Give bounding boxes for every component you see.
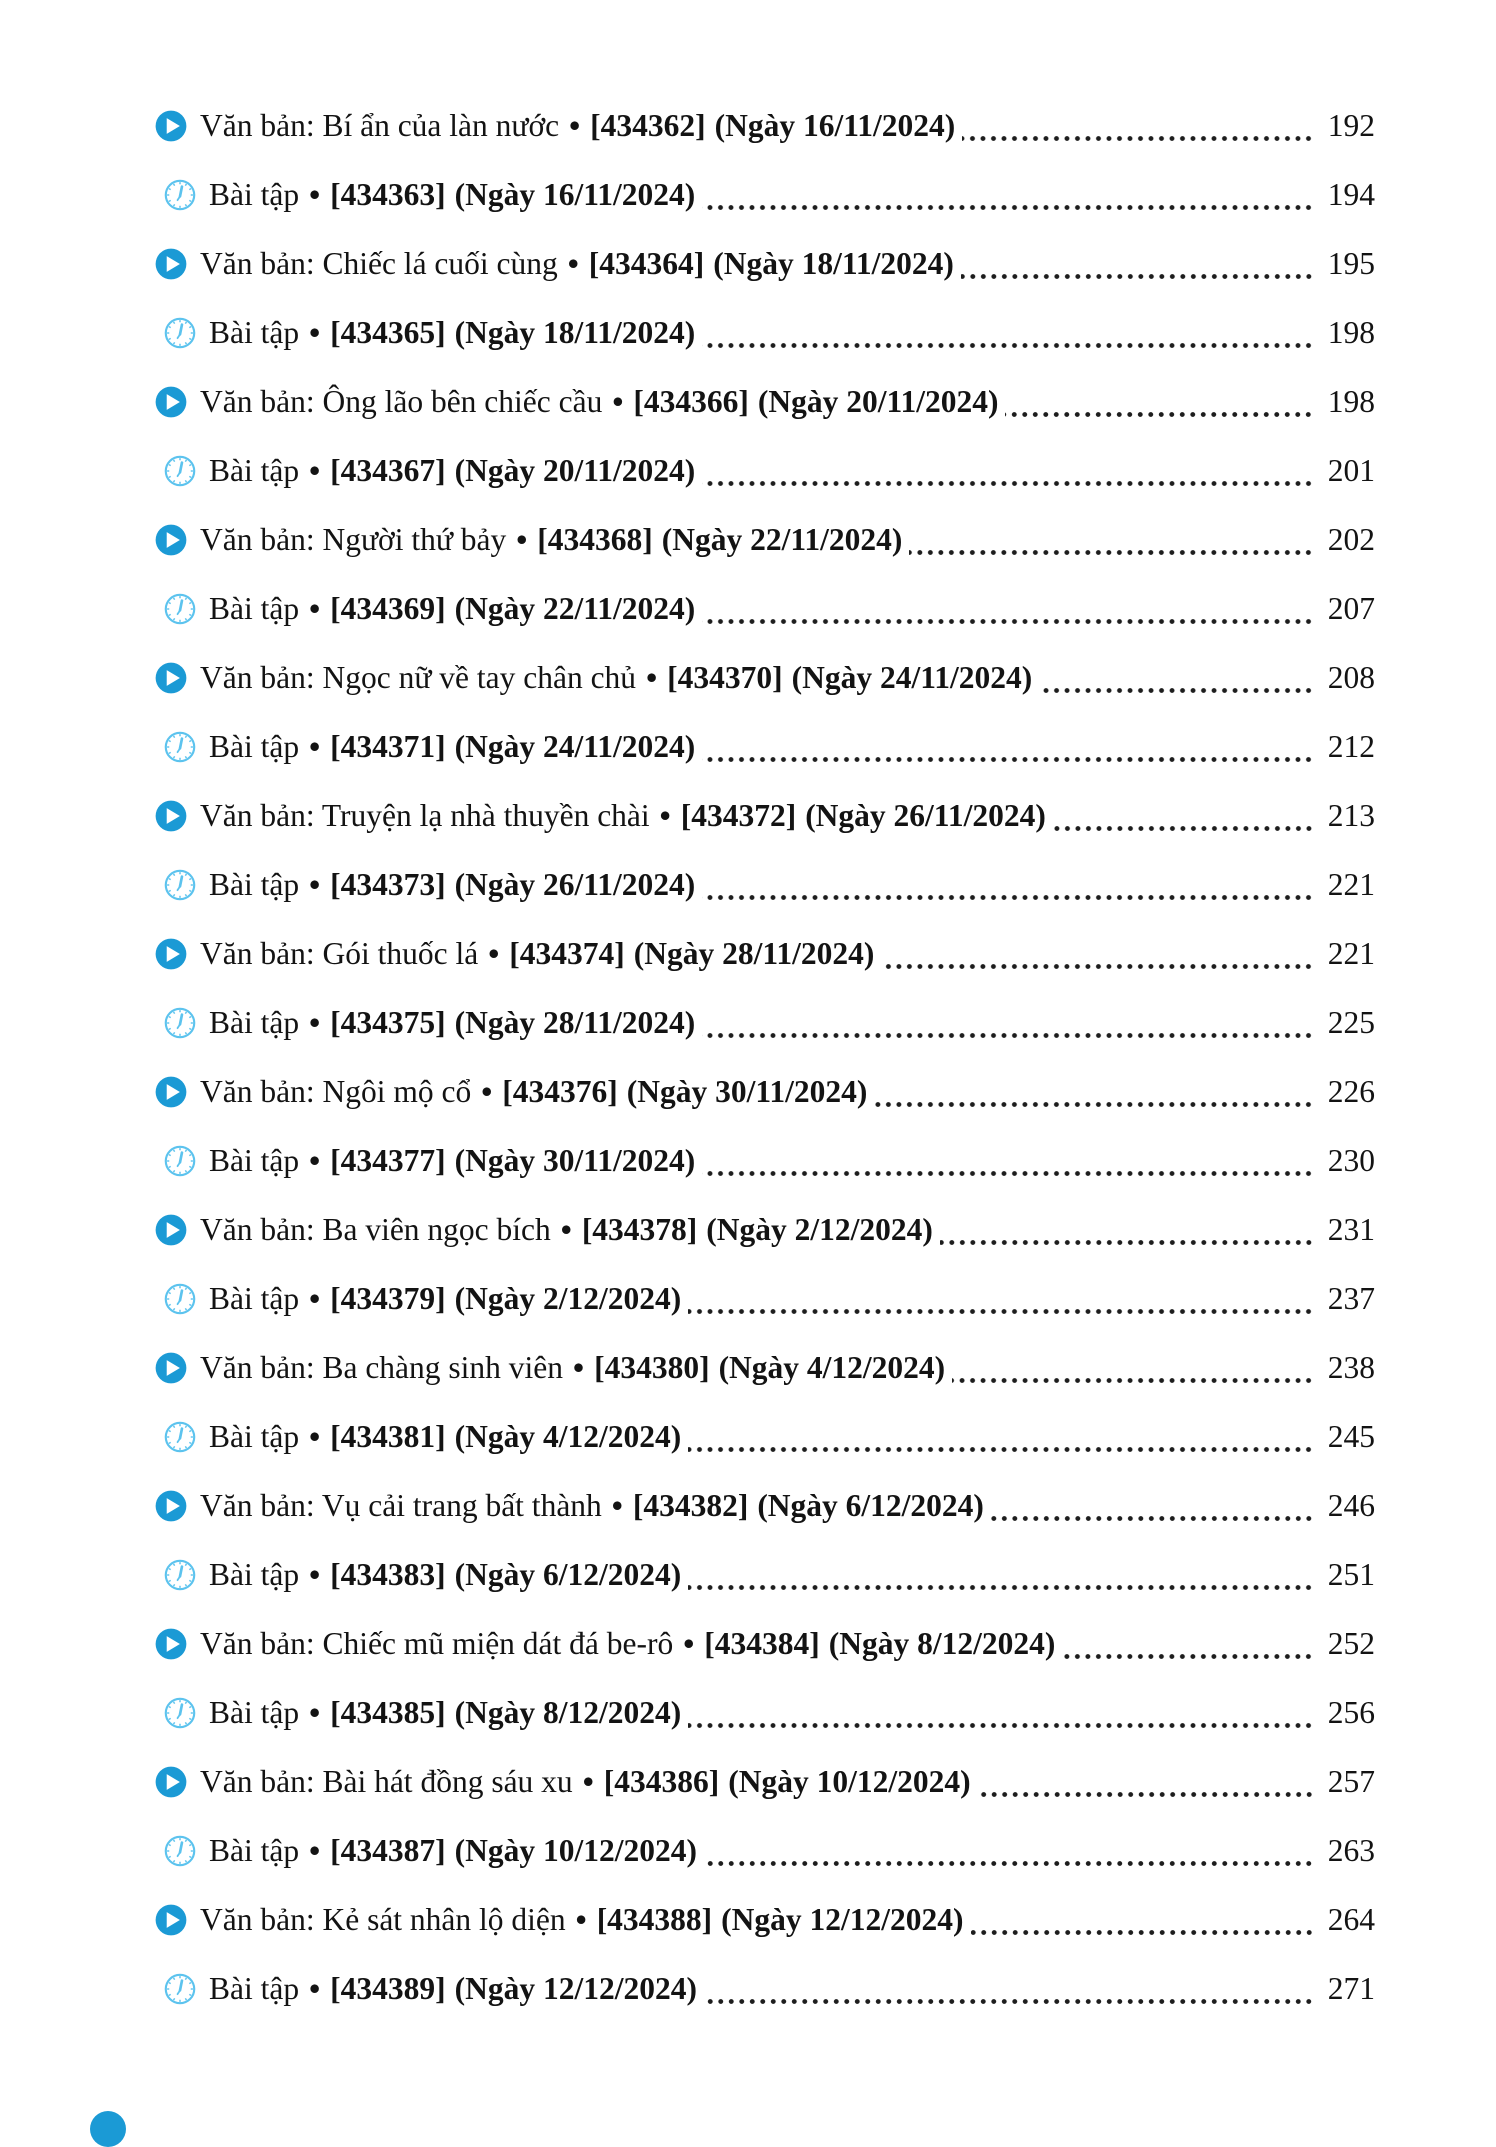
clipped-next-entry-icon [90, 2111, 126, 2147]
dot-leader [952, 1376, 1314, 1385]
entry-date: (Ngày 28/11/2024) [633, 935, 875, 971]
entry-id: [434379] [330, 1280, 446, 1316]
entry-title: Văn bản: Bài hát đồng sáu xu [200, 1763, 573, 1799]
entry-title: Bài tập [209, 314, 300, 350]
entry-id: [434376] [502, 1073, 618, 1109]
entry-title: Văn bản: Ngọc nữ về tay chân chủ [200, 659, 637, 695]
page-number: 237 [1327, 1280, 1375, 1316]
entry-id: [434382] [632, 1487, 749, 1523]
toc-entry[interactable] [155, 643, 1375, 712]
play-icon [155, 386, 187, 418]
bullet-separator: • [309, 866, 321, 902]
toc-entry[interactable] [155, 1471, 1375, 1540]
page-number: 263 [1327, 1832, 1375, 1868]
entry-id: [434378] [581, 1211, 698, 1247]
entry-date: (Ngày 30/11/2024) [454, 1142, 696, 1178]
bullet-separator: • [309, 1970, 321, 2006]
entry-date: (Ngày 6/12/2024) [757, 1487, 984, 1523]
page-number: 221 [1327, 866, 1375, 902]
dot-leader [702, 203, 1314, 212]
entry-id: [434366] [633, 383, 749, 419]
play-icon [155, 1076, 187, 1108]
bullet-separator: • [309, 1556, 321, 1592]
entry-title: Văn bản: Ba chàng sinh viên [200, 1349, 564, 1385]
clock-icon [164, 731, 196, 763]
dot-leader [702, 1169, 1314, 1178]
page-number: 230 [1327, 1142, 1375, 1178]
dot-leader [961, 272, 1314, 281]
clock-icon [164, 1973, 196, 2005]
entry-date: (Ngày 12/12/2024) [721, 1901, 964, 1937]
page-number: 202 [1327, 521, 1375, 557]
clock-icon [164, 1835, 196, 1867]
entry-title: Bài tập [209, 452, 300, 488]
entry-title: Bài tập [209, 176, 300, 212]
entry-date: (Ngày 22/11/2024) [661, 521, 903, 557]
bullet-separator: • [683, 1625, 695, 1661]
entry-date: (Ngày 24/11/2024) [791, 659, 1033, 695]
bullet-separator: • [612, 383, 624, 419]
play-icon [155, 524, 187, 556]
entry-title: Văn bản: Vụ cải trang bất thành [200, 1487, 602, 1523]
clock-icon [164, 179, 196, 211]
page-number: 194 [1327, 176, 1375, 212]
play-icon [155, 800, 187, 832]
toc-entry[interactable] [155, 712, 1375, 781]
entry-id: [434364] [588, 245, 705, 281]
toc-entry[interactable] [155, 436, 1375, 505]
dot-leader [688, 1583, 1314, 1592]
bullet-separator: • [659, 797, 671, 833]
dot-leader [702, 755, 1314, 764]
toc-entry[interactable] [155, 367, 1375, 436]
play-icon [155, 1352, 187, 1384]
entry-title: Bài tập [209, 1280, 300, 1316]
entry-id: [434385] [330, 1694, 446, 1730]
page-number: 246 [1327, 1487, 1375, 1523]
entry-id: [434371] [330, 728, 446, 764]
dot-leader [1039, 686, 1314, 695]
entry-date: (Ngày 30/11/2024) [626, 1073, 868, 1109]
bullet-separator: • [516, 521, 528, 557]
clock-icon [164, 1421, 196, 1453]
page-number: 226 [1327, 1073, 1375, 1109]
page-number: 207 [1327, 590, 1375, 626]
bullet-separator: • [309, 1418, 321, 1454]
page-number: 221 [1327, 935, 1375, 971]
entry-date: (Ngày 26/11/2024) [454, 866, 696, 902]
entry-date: (Ngày 16/11/2024) [454, 176, 696, 212]
dot-leader [909, 548, 1314, 557]
dot-leader [702, 479, 1314, 488]
page-number: 195 [1327, 245, 1375, 281]
entry-date: (Ngày 12/12/2024) [454, 1970, 697, 2006]
clock-icon [164, 1559, 196, 1591]
entry-date: (Ngày 26/11/2024) [805, 797, 1046, 833]
entry-title: Văn bản: Kẻ sát nhân lộ diện [200, 1901, 566, 1937]
page-number: 198 [1327, 383, 1375, 419]
entry-id: [434386] [603, 1763, 720, 1799]
dot-leader [702, 617, 1314, 626]
page-number: 256 [1327, 1694, 1375, 1730]
entry-date: (Ngày 22/11/2024) [454, 590, 696, 626]
entry-title: Văn bản: Chiếc mũ miện dát đá be-rô [200, 1625, 674, 1661]
entry-title: Văn bản: Ba viên ngọc bích [200, 1211, 551, 1247]
bullet-separator: • [309, 1694, 321, 1730]
bullet-separator: • [488, 935, 500, 971]
entry-date: (Ngày 24/11/2024) [454, 728, 696, 764]
entry-date: (Ngày 2/12/2024) [454, 1280, 682, 1316]
entry-title: Bài tập [209, 1970, 300, 2006]
page-number: 225 [1327, 1004, 1375, 1040]
entry-id: [434369] [330, 590, 446, 626]
clock-icon [164, 869, 196, 901]
page-number: 192 [1327, 107, 1375, 143]
page-number: 245 [1327, 1418, 1375, 1454]
clock-icon [164, 317, 196, 349]
bullet-separator: • [309, 452, 321, 488]
bullet-separator: • [309, 314, 321, 350]
bullet-separator: • [309, 176, 321, 212]
toc-entry[interactable] [155, 1678, 1375, 1747]
toc-entry[interactable] [155, 919, 1375, 988]
entry-date: (Ngày 10/12/2024) [454, 1832, 697, 1868]
entry-date: (Ngày 20/11/2024) [454, 452, 696, 488]
entry-id: [434381] [330, 1418, 446, 1454]
toc-entry[interactable] [155, 1402, 1375, 1471]
dot-leader [881, 962, 1314, 971]
bullet-separator: • [573, 1349, 585, 1385]
entry-title: Văn bản: Ông lão bên chiếc cầu [200, 383, 603, 419]
page-number: 251 [1327, 1556, 1375, 1592]
play-icon [155, 110, 187, 142]
dot-leader [702, 341, 1314, 350]
entry-title: Bài tập [209, 1556, 300, 1592]
bullet-separator: • [569, 107, 581, 143]
toc-entry[interactable] [155, 850, 1375, 919]
dot-leader [1053, 824, 1314, 833]
entry-date: (Ngày 4/12/2024) [454, 1418, 682, 1454]
bullet-separator: • [560, 1211, 572, 1247]
toc-entry[interactable] [155, 781, 1375, 850]
entry-date: (Ngày 16/11/2024) [714, 107, 956, 143]
clock-icon [164, 1697, 196, 1729]
toc-entry[interactable] [155, 298, 1375, 367]
toc-entry[interactable] [155, 1609, 1375, 1678]
toc-entry[interactable] [155, 1126, 1375, 1195]
toc-entry[interactable] [155, 160, 1375, 229]
page-number: 208 [1327, 659, 1375, 695]
play-icon [155, 1490, 187, 1522]
entry-title: Văn bản: Gói thuốc lá [200, 935, 479, 971]
page-number: 201 [1327, 452, 1375, 488]
entry-date: (Ngày 10/12/2024) [728, 1763, 971, 1799]
entry-title: Bài tập [209, 728, 300, 764]
dot-leader [991, 1514, 1314, 1523]
clock-icon [164, 455, 196, 487]
play-icon [155, 662, 187, 694]
clock-icon [164, 1145, 196, 1177]
toc-entry[interactable] [155, 1885, 1375, 1954]
entry-id: [434388] [596, 1901, 713, 1937]
clock-icon [164, 1283, 196, 1315]
entry-id: [434383] [330, 1556, 446, 1592]
entry-title: Bài tập [209, 590, 300, 626]
entry-id: [434375] [330, 1004, 446, 1040]
bullet-separator: • [309, 1832, 321, 1868]
entry-title: Bài tập [209, 1142, 300, 1178]
entry-title: Văn bản: Người thứ bảy [200, 521, 507, 557]
entry-id: [434389] [330, 1970, 446, 2006]
clock-icon [164, 593, 196, 625]
dot-leader [704, 1859, 1314, 1868]
entry-id: [434370] [667, 659, 783, 695]
dot-leader [688, 1721, 1314, 1730]
entry-id: [434368] [537, 521, 653, 557]
dot-leader [1062, 1652, 1314, 1661]
entry-id: [434362] [590, 107, 706, 143]
play-icon [155, 1628, 187, 1660]
toc-entry[interactable] [155, 229, 1375, 298]
play-icon [155, 1766, 187, 1798]
play-icon [155, 248, 187, 280]
bullet-separator: • [611, 1487, 623, 1523]
entry-date: (Ngày 6/12/2024) [454, 1556, 682, 1592]
entry-id: [434380] [594, 1349, 710, 1385]
entry-date: (Ngày 18/11/2024) [713, 245, 954, 281]
entry-date: (Ngày 18/11/2024) [454, 314, 696, 350]
toc-entry[interactable] [155, 1954, 1375, 2023]
page-number: 212 [1327, 728, 1375, 764]
bullet-separator: • [309, 1142, 321, 1178]
toc-entry[interactable] [155, 1057, 1375, 1126]
bullet-separator: • [567, 245, 579, 281]
play-icon [155, 1904, 187, 1936]
entry-date: (Ngày 8/12/2024) [828, 1625, 1056, 1661]
toc-entry[interactable] [155, 1333, 1375, 1402]
bullet-separator: • [582, 1763, 594, 1799]
page-number: 213 [1327, 797, 1375, 833]
clock-icon [164, 1007, 196, 1039]
entry-id: [434387] [330, 1832, 446, 1868]
dot-leader [940, 1238, 1314, 1247]
entry-id: [434384] [704, 1625, 820, 1661]
page-number: 252 [1327, 1625, 1375, 1661]
toc-entry[interactable] [155, 1264, 1375, 1333]
entry-id: [434367] [330, 452, 446, 488]
play-icon [155, 938, 187, 970]
dot-leader [962, 134, 1314, 143]
page-number: 257 [1327, 1763, 1375, 1799]
page-number: 264 [1327, 1901, 1375, 1937]
entry-id: [434377] [330, 1142, 446, 1178]
dot-leader [688, 1307, 1314, 1316]
dot-leader [702, 1031, 1314, 1040]
entry-id: [434363] [330, 176, 446, 212]
bullet-separator: • [481, 1073, 493, 1109]
toc-entry[interactable] [155, 1540, 1375, 1609]
dot-leader [702, 893, 1314, 902]
entry-title: Bài tập [209, 866, 300, 902]
toc-entry[interactable] [155, 505, 1375, 574]
page-number: 231 [1327, 1211, 1375, 1247]
toc-entry[interactable] [155, 574, 1375, 643]
entry-title: Văn bản: Truyện lạ nhà thuyền chài [200, 797, 650, 833]
entry-title: Bài tập [209, 1004, 300, 1040]
dot-leader [978, 1790, 1314, 1799]
dot-leader [971, 1928, 1314, 1937]
dot-leader [874, 1100, 1314, 1109]
dot-leader [704, 1997, 1314, 2006]
bullet-separator: • [309, 1280, 321, 1316]
entry-date: (Ngày 2/12/2024) [706, 1211, 933, 1247]
toc-entry[interactable] [155, 1747, 1375, 1816]
toc-entry[interactable] [155, 1816, 1375, 1885]
entry-id: [434372] [680, 797, 797, 833]
entry-id: [434374] [509, 935, 625, 971]
entry-title: Bài tập [209, 1418, 300, 1454]
entry-id: [434365] [330, 314, 446, 350]
toc-entry[interactable] [155, 988, 1375, 1057]
bullet-separator: • [309, 590, 321, 626]
entry-title: Bài tập [209, 1832, 300, 1868]
entry-id: [434373] [330, 866, 446, 902]
bullet-separator: • [646, 659, 658, 695]
entry-date: (Ngày 28/11/2024) [454, 1004, 696, 1040]
page-number: 198 [1327, 314, 1375, 350]
entry-title: Văn bản: Chiếc lá cuối cùng [200, 245, 558, 281]
entry-date: (Ngày 4/12/2024) [718, 1349, 946, 1385]
toc-entry[interactable] [155, 1195, 1375, 1264]
page-number: 238 [1327, 1349, 1375, 1385]
page-number: 271 [1327, 1970, 1375, 2006]
bullet-separator: • [309, 728, 321, 764]
entry-date: (Ngày 8/12/2024) [454, 1694, 682, 1730]
toc-entry[interactable] [155, 91, 1375, 160]
entry-title: Văn bản: Bí ẩn của làn nước [200, 107, 560, 143]
entry-title: Văn bản: Ngôi mộ cổ [200, 1073, 472, 1109]
entry-title: Bài tập [209, 1694, 300, 1730]
bullet-separator: • [309, 1004, 321, 1040]
dot-leader [688, 1445, 1314, 1454]
play-icon [155, 1214, 187, 1246]
dot-leader [1005, 410, 1314, 419]
entry-date: (Ngày 20/11/2024) [757, 383, 999, 419]
bullet-separator: • [575, 1901, 587, 1937]
